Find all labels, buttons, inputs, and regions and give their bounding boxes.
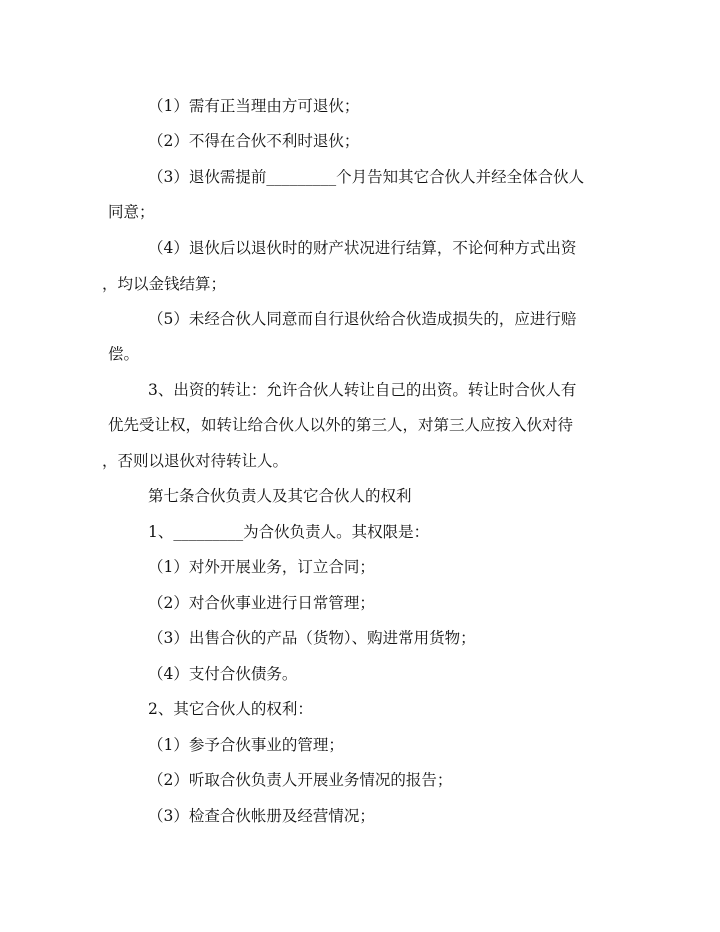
clause-line: （3）出售合伙的产品（货物）、购进常用货物； (148, 629, 476, 647)
clause-line: （1）参予合伙事业的管理； (148, 736, 344, 754)
clause-line: （2）不得在合伙不利时退伙； (148, 132, 360, 150)
clause-line: （3）退伙需提前_________个月告知其它合伙人并经全体合伙人 (148, 168, 585, 186)
clause-line: 2、其它合伙人的权利： (148, 700, 313, 718)
clause-line: （2）对合伙事业进行日常管理； (148, 594, 375, 612)
clause-line: 偿。 (108, 345, 140, 363)
clause-line: （2）听取合伙负责人开展业务情况的报告； (148, 771, 453, 789)
clause-line: （1）对外开展业务，订立合同； (148, 558, 375, 576)
clause-line: 同意； (108, 203, 155, 221)
clause-line: ，否则以退伙对待转让人。 (102, 452, 289, 470)
clause-line: （3）检查合伙帐册及经营情况； (148, 807, 375, 825)
clause-line: （5）未经合伙人同意而自行退伙给合伙造成损失的，应进行赔 (148, 310, 577, 328)
clause-line: 1、_________为合伙负责人。其权限是： (148, 523, 430, 541)
clause-line: （4）支付合伙债务。 (148, 665, 298, 683)
clause-line: ，均以金钱结算； (102, 275, 227, 293)
clause-line: 3、出资的转让：允许合伙人转让自己的出资。转让时合伙人有 (148, 381, 577, 399)
clause-line: 优先受让权，如转让给合伙人以外的第三人，对第三人应按入伙对待 (108, 416, 574, 434)
clause-line: （1）需有正当理由方可退伙； (148, 97, 360, 115)
clause-line: （4）退伙后以退伙时的财产状况进行结算，不论何种方式出资 (148, 239, 577, 257)
article-heading: 第七条合伙负责人及其它合伙人的权利 (148, 487, 412, 505)
